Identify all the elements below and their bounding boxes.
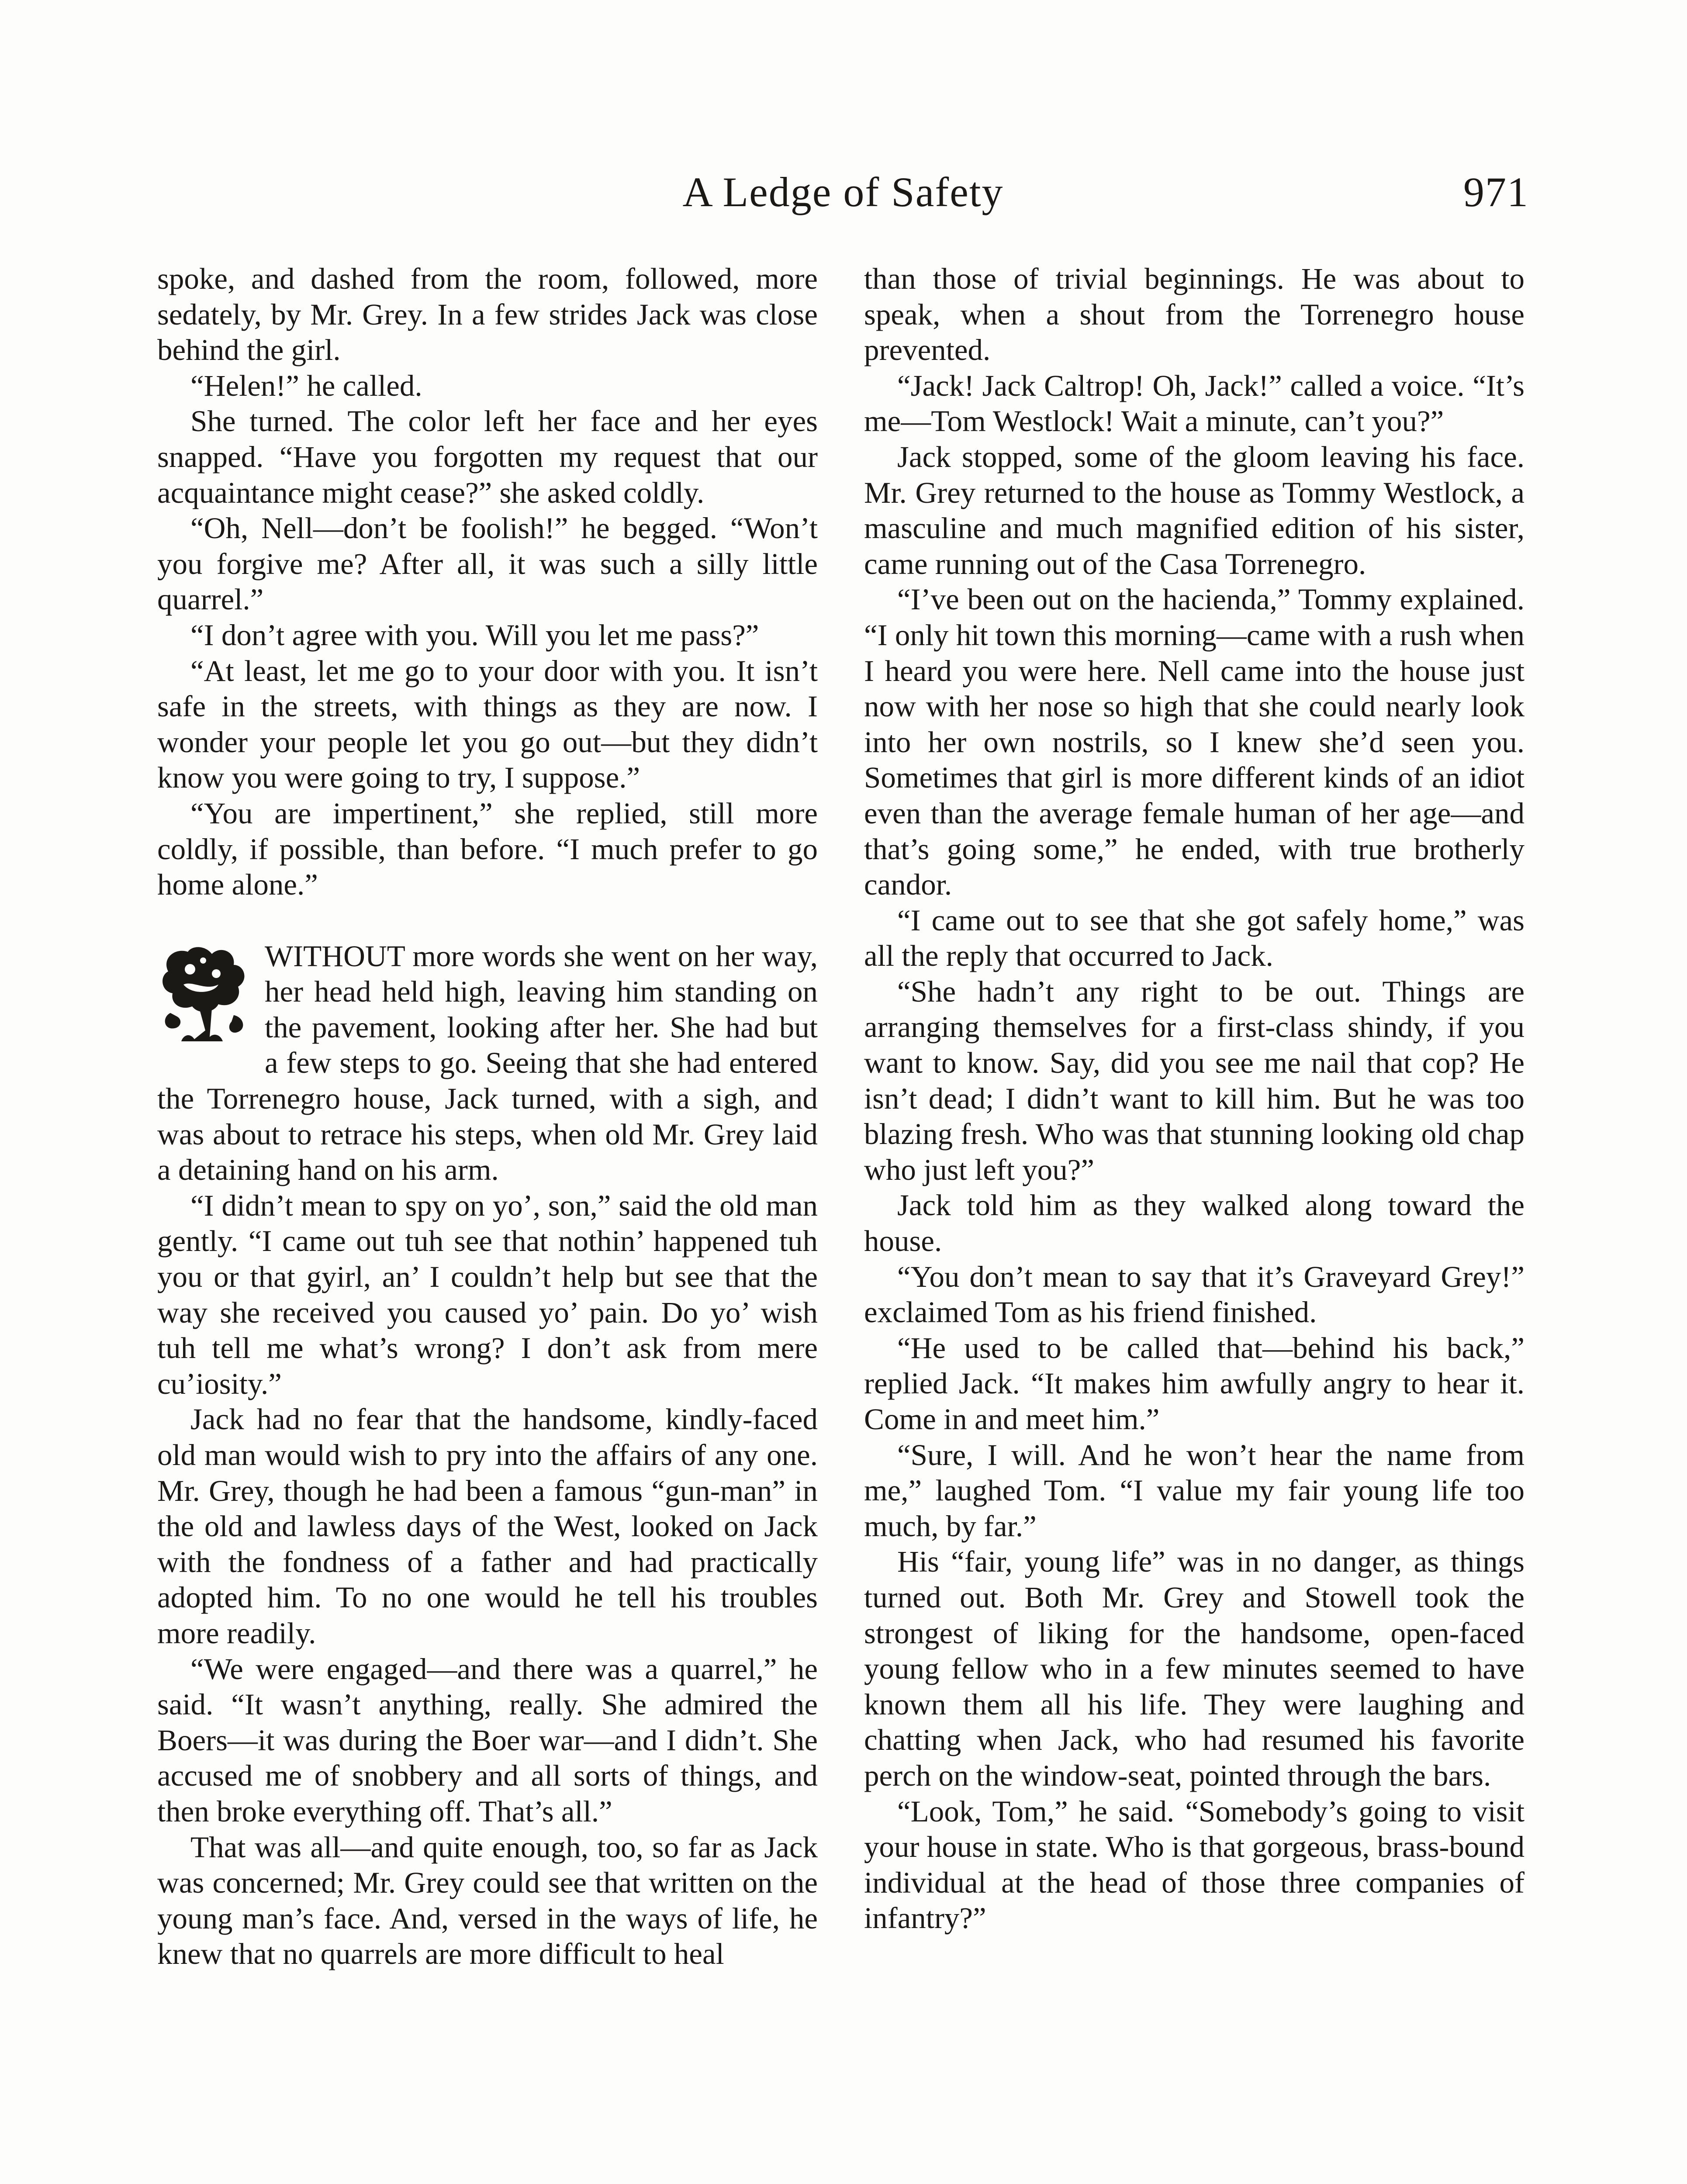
paragraph: “She hadn’t any right to be out. Things are arranging themselves for a first-class shindy, if you want to know. Say, did you see me nail that cop? He isn’t dead; I didn’t want to kill him. But he was too blazing fresh. Who was that stunning looking old chap who just left you?” [864,975,1525,1186]
section-break [157,903,818,939]
right-column [864,261,1525,1936]
paragraph: “I don’t agree with you. Will you let me pass?” [190,618,759,652]
paragraph: Jack stopped, some of the gloom leaving his face. Mr. Grey returned to the house as Tommy Westlock, a masculine and much magnified edition of his sister, came running out of the Casa Torrenegro. [864,440,1525,581]
left-column [157,261,818,1972]
paragraph: His “fair, young life” was in no danger, as things turned out. Both Mr. Grey and Stowell took the strongest of liking for the handsome, open-faced young fellow who in a few minutes seemed to have known them all his life. They were laughing and chatting when Jack, who had resumed his favorite perch on the window-seat, pointed through the bars. [864,1545,1525,1792]
running-head [157,166,1529,223]
paragraph: than those of trivial beginnings. He was about to speak, when a shout from the Torrenegro house prevented. [864,262,1525,367]
paragraph: WITHOUT more words she went on her way, her head held high, leaving him standing on the pavement, looking after her. She had but a few steps to go. Seeing that she had entered the Torrenegro house, Jack turned, with a sigh, and was about to retrace his steps, when old Mr. Grey laid a detaining hand on his arm. [157,939,818,1187]
paragraph: “You don’t mean to say that it’s Graveyard Grey!” exclaimed Tom as his friend finished. [864,1260,1525,1329]
paragraph: Jack had no fear that the handsome, kindly-faced old man would wish to pry into the affairs of any one. Mr. Grey, though he had been a famous “gun-man” in the old and lawless days of the West, looked on Jack with the fondness of a father and had practically adopted him. To no one would he tell his troubles more readily. [157,1403,818,1650]
paragraph: “Helen!” he called. [190,369,422,402]
paragraph: “You are impertinent,” she replied, still more coldly, if possible, than before. “I much prefer to go home alone.” [157,796,818,902]
paragraph: Jack told him as they walked along toward the house. [864,1189,1525,1258]
paragraph: spoke, and dashed from the room, followed, more sedately, by Mr. Grey. In a few strides Jack was close behind the girl. [157,262,818,367]
paragraph: “I came out to see that she got safely home,” was all the reply that occurred to Jack. [864,903,1525,973]
paragraph: That was all—and quite enough, too, so far as Jack was concerned; Mr. Grey could see that written on the young man’s face. And, versed in the ways of life, he knew that no quarrels are more difficult to heal [157,1830,818,1971]
paragraph: “Jack! Jack Caltrop! Oh, Jack!” called a voice. “It’s me—Tom Westlock! Wait a minute, can’t you?” [864,369,1525,438]
running-title: A Ledge of Safety [682,169,1004,215]
paragraph: “Sure, I will. And he won’t hear the name from me,” laughed Tom. “I value my fair young life too much, by far.” [864,1438,1525,1543]
paragraph: “I didn’t mean to spy on yo’, son,” said the old man gently. “I came out tuh see that nothin’ happened tuh you or that gyirl, an’ I couldn’t help but see that the way she received you caused yo’ pain. Do yo’ wish tuh tell me what’s wrong? I don’t ask from mere cu’iosity.” [157,1189,818,1400]
paragraph: “We were engaged—and there was a quarrel,” he said. “It wasn’t anything, really. She admired the Boers—it was during the Boer war—and I didn’t. She accused me of snobbery and all sorts of things, and then broke everything off. That’s all.” [157,1652,818,1828]
page-number: 971 [1463,169,1529,215]
paragraph: “At least, let me go to your door with you. It isn’t safe in the streets, with things as they are now. I wonder your people let you go out—but they didn’t know you were going to try, I suppose.” [157,654,818,795]
paragraph: She turned. The color left her face and her eyes snapped. “Have you forgotten my request that our acquaintance might cease?” she asked coldly. [157,404,818,509]
paragraph: “I’ve been out on the hacienda,” Tommy explained. “I only hit town this morning—came with a rush when I heard you were here. Nell came into the house just now with her nose so high that she could nearly look into her own nostrils, so I knew she’d seen you. Sometimes that girl is more different kinds of an idiot even than the average female human of her age—and that’s going some,” he ended, with true brotherly candor. [864,583,1525,902]
paragraph: “Oh, Nell—don’t be foolish!” he begged. “Won’t you forgive me? After all, it was such a silly little quarrel.” [157,511,818,616]
paragraph: “Look, Tom,” he said. “Somebody’s going to visit your house in state. Who is that gorgeous, brass-bound individual at the head of those three companies of infantry?” [864,1794,1525,1935]
ornamental-dropcap-icon [157,943,253,1046]
paragraph: “He used to be called that—behind his back,” replied Jack. “It makes him awfully angry to hear it. Come in and meet him.” [864,1331,1525,1436]
